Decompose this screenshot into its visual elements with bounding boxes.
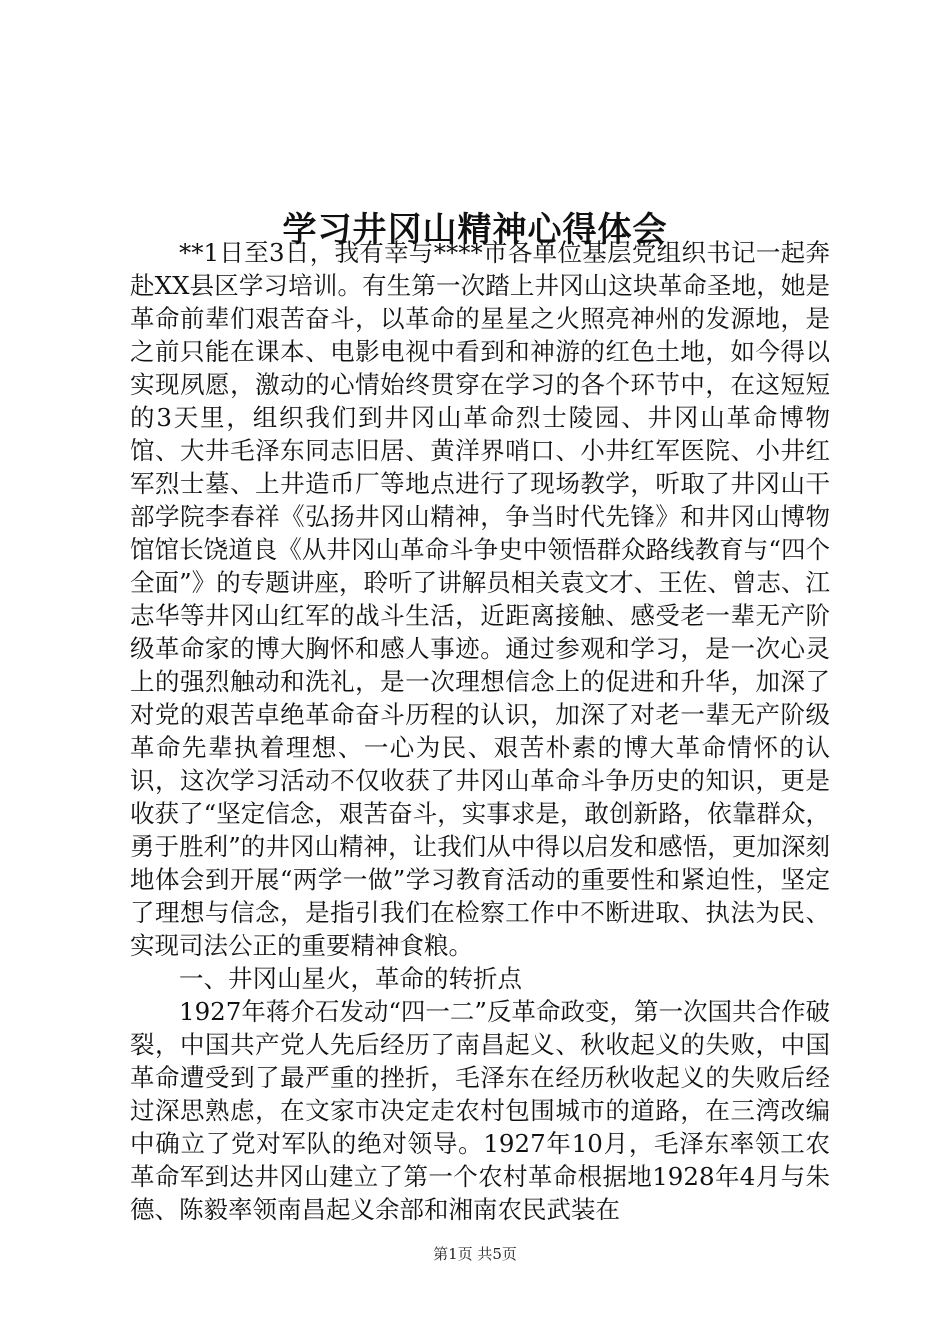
document-title: 学习井冈山精神心得体会 bbox=[282, 209, 668, 250]
section-heading-1: 一、井冈山星火，革命的转折点 bbox=[179, 964, 522, 993]
page-number-footer: 第1页 共5页 bbox=[433, 1245, 517, 1263]
document-body bbox=[130, 236, 830, 1226]
paragraph-section-1: 1927年蒋介石发动“四一二”反革命政变，第一次国共合作破裂，中国共产党人先后经历了南昌起义、秋收起义的失败，中国革命遭受到了最严重的挫折，毛泽东在经历秋收起义的失败后经过深思熟虑，在文家市决定走农村包围城市的道路，在三湾改编中确立了党对军队的绝对领导。1927年10月，毛泽东率领工农革命军到达井冈山建立了第一个农村革命根据地1928年4月与朱德、陈毅率领南昌起义余部和湘南农民武装在 bbox=[130, 997, 830, 1224]
paragraph-intro: **1日至3日，我有幸与****市各单位基层党组织书记一起奔赴XX县区学习培训。有生第一次踏上井冈山这块革命圣地，她是革命前辈们艰苦奋斗，以革命的星星之火照亮神州的发源地，是之前只能在课本、电影电视中看到和神游的红色土地，如今得以实现夙愿，激动的心情始终贯穿在学习的各个环节中，在这短短的3天里，组织我们到井冈山革命烈士陵园、井冈山革命博物馆、大井毛泽东同志旧居、黄洋界哨口、小井红军医院、小井红军烈士墓、上井造币厂等地点进行了现场教学，听取了井冈山干部学院李春祥《弘扬井冈山精神，争当时代先锋》和井冈山博物馆馆长饶道良《从井冈山革命斗争史中领悟群众路线教育与“四个全面”》的专题讲座，聆听了讲解员相关袁文才、王佐、曾志、江志华等井冈山红军的战斗生活，近距离接触、感受老一辈无产阶级革命家的博大胸怀和感人事迹。通过参观和学习，是一次心灵上的强烈触动和洗礼，是一次理想信念上的促进和升华，加深了对党的艰苦卓绝革命奋斗历程的认识，加深了对老一辈无产阶级革命先辈执着理想、一心为民、艰苦朴素的博大革命情怀的认识，这次学习活动不仅收获了井冈山革命斗争历史的知识，更是收获了“坚定信念，艰苦奋斗，实事求是，敢创新路，依靠群众，勇于胜利”的井冈山精神，让我们从中得以启发和感悟，更加深刻地体会到开展“两学一做”学习教育活动的重要性和紧迫性，坚定了理想与信念，是指引我们在检察工作中不断进取、执法为民、实现司法公正的重要精神食粮。 bbox=[130, 238, 830, 960]
